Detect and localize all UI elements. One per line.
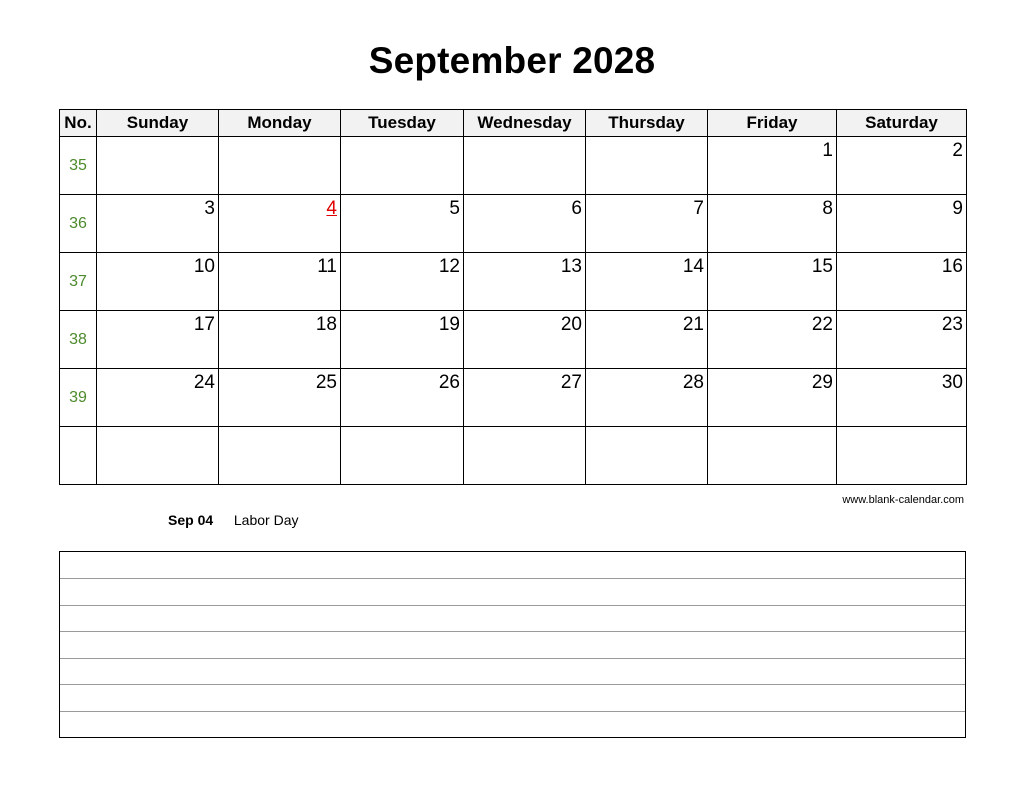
day-number: 18: [315, 314, 337, 335]
day-number: 23: [941, 314, 963, 335]
day-number: 9: [952, 198, 963, 219]
notes-line: [60, 684, 965, 685]
header-row: [60, 110, 967, 137]
day-number: 12: [438, 256, 460, 277]
notes-line: [60, 605, 965, 606]
header-wednesday: Wednesday: [464, 110, 586, 137]
notes-line: [60, 578, 965, 579]
day-cell-thursday[interactable]: [586, 137, 708, 195]
day-cell-saturday[interactable]: [837, 137, 967, 195]
day-number: 16: [941, 256, 963, 277]
holiday-date: Sep 04: [168, 512, 214, 528]
day-cell-sunday[interactable]: [97, 137, 219, 195]
header-sunday: Sunday: [97, 110, 219, 137]
day-cell-saturday[interactable]: [837, 311, 967, 369]
day-cell-saturday[interactable]: [837, 369, 967, 427]
day-number: [341, 137, 463, 141]
day-number: 19: [438, 314, 460, 335]
header-thursday: Thursday: [586, 110, 708, 137]
holiday-name: Labor Day: [233, 512, 299, 528]
day-cell-saturday[interactable]: [837, 253, 967, 311]
day-cell-sunday[interactable]: [97, 195, 219, 253]
header-tuesday: Tuesday: [341, 110, 464, 137]
day-cell-wednesday[interactable]: [464, 137, 586, 195]
calendar-title: September 2028: [368, 40, 656, 81]
week-row: [60, 311, 967, 369]
day-number: 20: [560, 314, 582, 335]
day-cell-friday[interactable]: [708, 311, 837, 369]
day-cell-friday[interactable]: [708, 195, 837, 253]
week-number: [60, 427, 97, 485]
week-number: 35: [60, 137, 97, 195]
day-cell-friday[interactable]: [708, 369, 837, 427]
day-cell-sunday[interactable]: [97, 311, 219, 369]
day-cell-thursday[interactable]: [586, 427, 708, 485]
day-number: 13: [560, 256, 582, 277]
week-row: [60, 369, 967, 427]
day-cell-tuesday[interactable]: [341, 253, 464, 311]
week-row: [60, 427, 967, 485]
day-number: [837, 427, 966, 431]
day-number: 11: [317, 256, 337, 277]
day-number: 7: [693, 198, 704, 219]
holiday-item: [168, 512, 298, 528]
day-number: 14: [682, 256, 704, 277]
week-number: 39: [60, 369, 97, 427]
day-cell-wednesday[interactable]: [464, 195, 586, 253]
day-cell-wednesday[interactable]: [464, 311, 586, 369]
header-saturday: Saturday: [837, 110, 967, 137]
day-cell-monday[interactable]: [219, 253, 341, 311]
day-cell-thursday[interactable]: [586, 195, 708, 253]
day-cell-sunday[interactable]: [97, 253, 219, 311]
day-number: 26: [438, 372, 460, 393]
day-number: [97, 137, 218, 141]
day-number: [464, 427, 585, 431]
day-cell-monday[interactable]: [219, 369, 341, 427]
day-number: 30: [941, 372, 963, 393]
day-cell-tuesday[interactable]: [341, 369, 464, 427]
day-number: 24: [193, 372, 215, 393]
day-cell-monday[interactable]: [219, 137, 341, 195]
day-cell-saturday[interactable]: [837, 195, 967, 253]
day-number: 1: [822, 140, 833, 161]
day-number: 15: [811, 256, 833, 277]
day-cell-thursday[interactable]: [586, 369, 708, 427]
day-number: 4: [326, 198, 337, 219]
day-number: [341, 427, 463, 431]
notes-line: [60, 631, 965, 632]
day-number: [464, 137, 585, 141]
notes-line: [60, 711, 965, 712]
day-cell-tuesday[interactable]: [341, 195, 464, 253]
week-number: 37: [60, 253, 97, 311]
day-number: 2: [952, 140, 963, 161]
day-number: [97, 427, 218, 431]
day-cell-tuesday[interactable]: [341, 311, 464, 369]
day-number: 10: [193, 256, 215, 277]
day-number: 6: [571, 198, 582, 219]
day-number: 5: [449, 198, 460, 219]
day-number: 22: [811, 314, 833, 335]
day-number: [219, 427, 340, 431]
day-cell-thursday[interactable]: [586, 311, 708, 369]
week-number: 38: [60, 311, 97, 369]
day-cell-wednesday[interactable]: [464, 369, 586, 427]
day-number: 28: [682, 372, 704, 393]
day-cell-friday[interactable]: [708, 253, 837, 311]
day-cell-wednesday[interactable]: [464, 427, 586, 485]
day-cell-monday[interactable]: [219, 195, 341, 253]
website-credit: www.blank-calendar.com: [842, 494, 964, 506]
notes-area: [59, 551, 966, 738]
day-number: 17: [193, 314, 215, 335]
day-number: [219, 137, 340, 141]
day-cell-monday[interactable]: [219, 427, 341, 485]
day-cell-friday[interactable]: [708, 427, 837, 485]
day-cell-wednesday[interactable]: [464, 253, 586, 311]
notes-line: [60, 658, 965, 659]
day-number: 3: [204, 198, 215, 219]
week-row: [60, 253, 967, 311]
week-number: 36: [60, 195, 97, 253]
day-cell-sunday[interactable]: [97, 427, 219, 485]
day-cell-tuesday[interactable]: [341, 137, 464, 195]
header-monday: Monday: [219, 110, 341, 137]
calendar-grid: [59, 109, 967, 485]
day-cell-saturday[interactable]: [837, 427, 967, 485]
day-number: [586, 137, 707, 141]
header-friday: Friday: [708, 110, 837, 137]
day-number: 25: [315, 372, 337, 393]
day-cell-thursday[interactable]: [586, 253, 708, 311]
week-row: [60, 195, 967, 253]
day-cell-monday[interactable]: [219, 311, 341, 369]
day-cell-sunday[interactable]: [97, 369, 219, 427]
day-number: 29: [811, 372, 833, 393]
day-number: 27: [560, 372, 582, 393]
day-number: 8: [822, 198, 833, 219]
day-number: 21: [682, 314, 704, 335]
day-number: [708, 427, 836, 431]
day-cell-friday[interactable]: [708, 137, 837, 195]
header-week-number: No.: [60, 110, 97, 137]
day-number: [586, 427, 707, 431]
week-row: [60, 137, 967, 195]
day-cell-tuesday[interactable]: [341, 427, 464, 485]
